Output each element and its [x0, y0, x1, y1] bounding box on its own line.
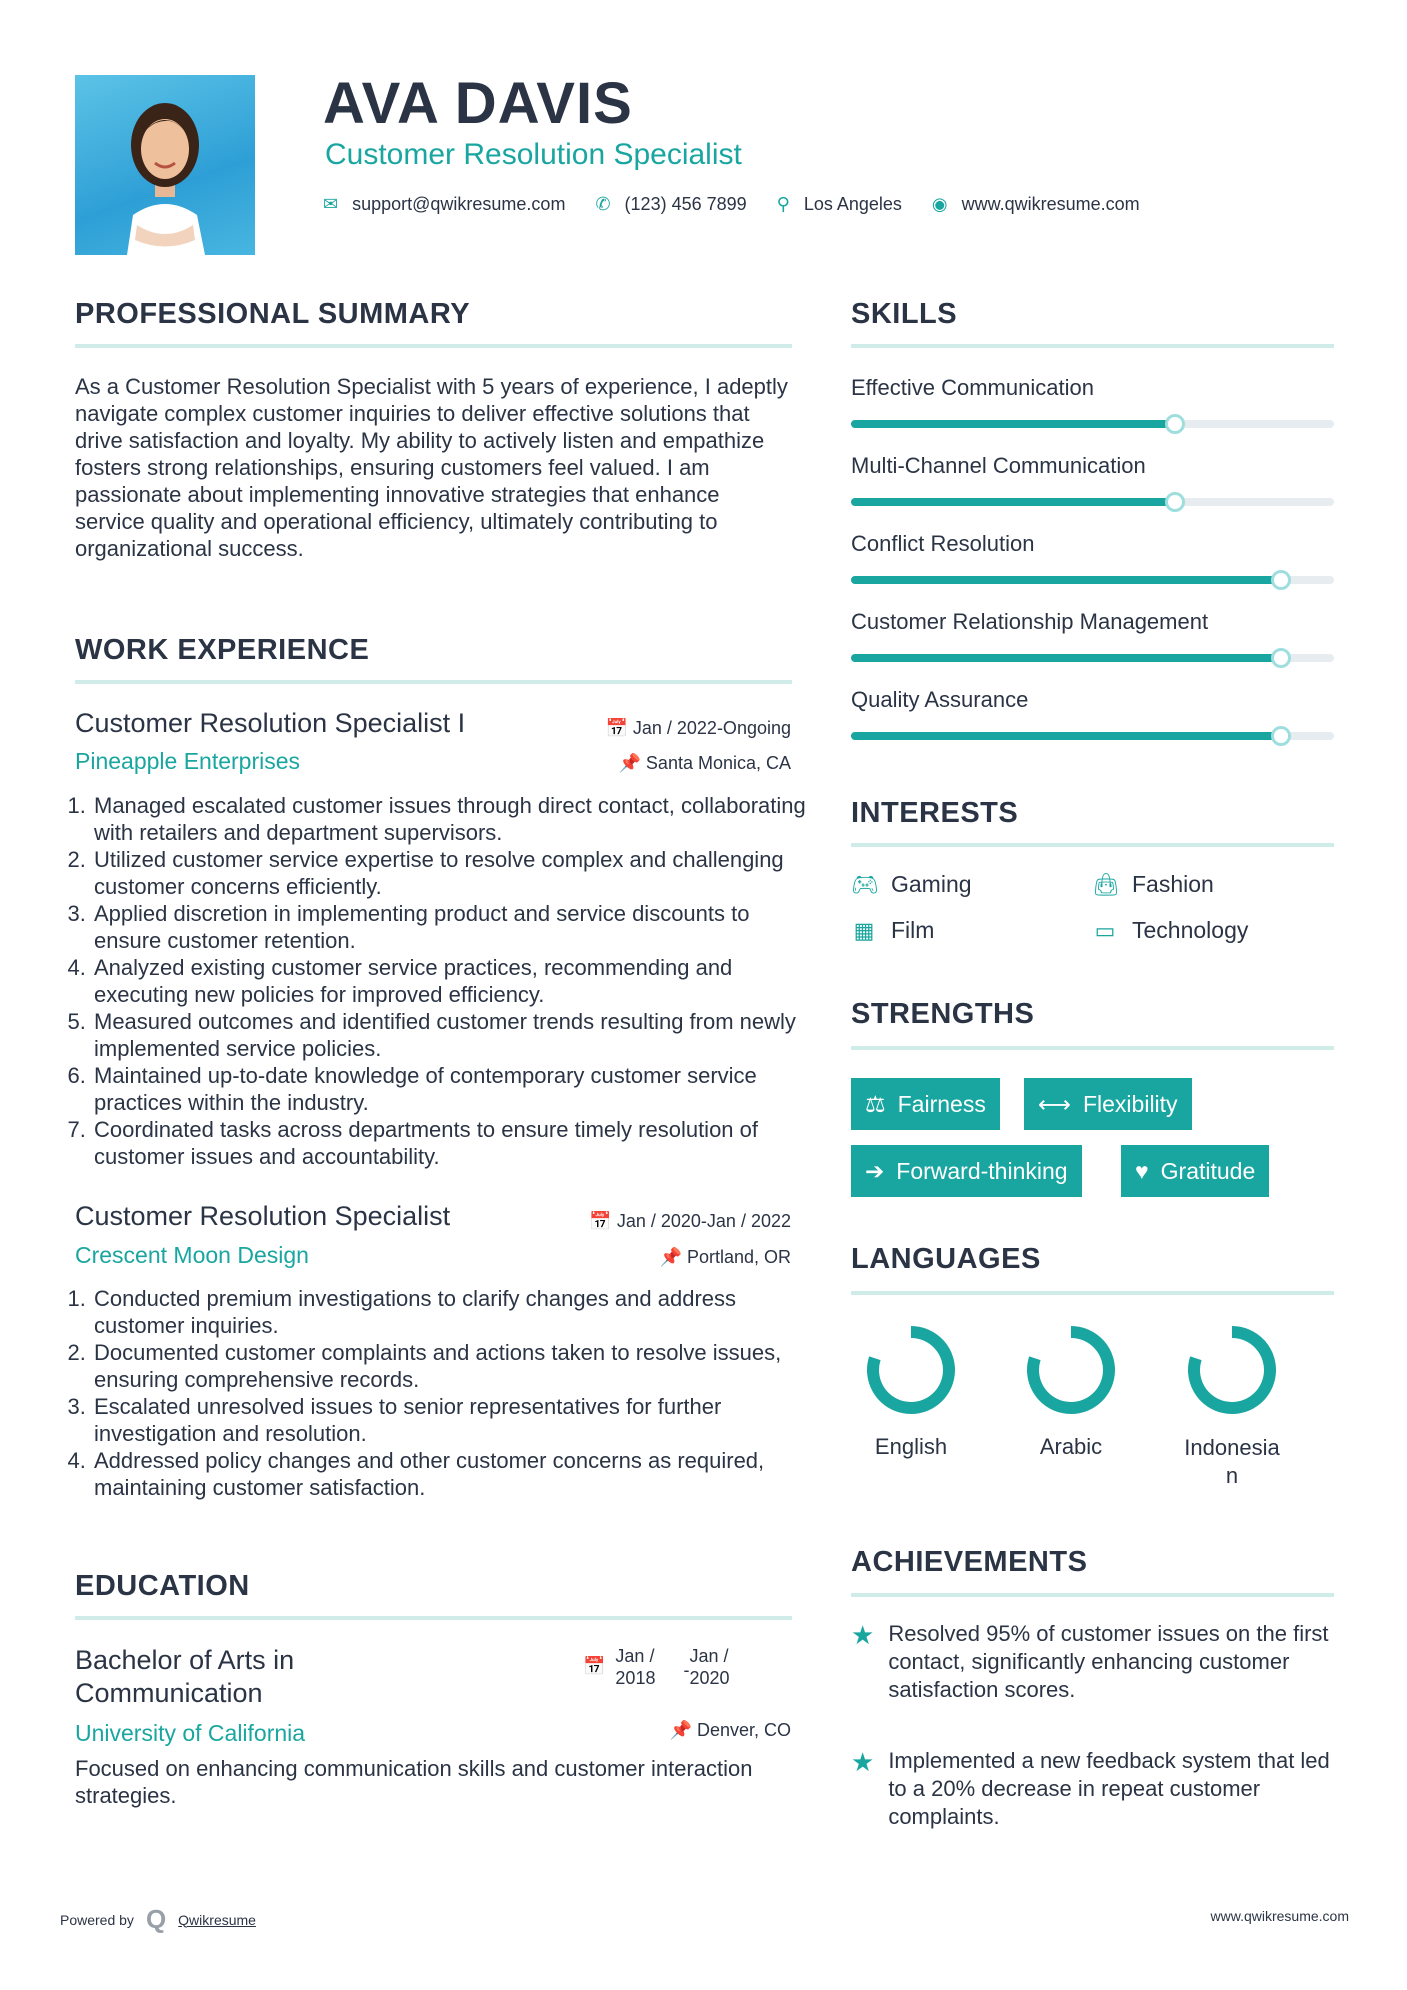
education-description: Focused on enhancing communication skills and customer interaction strategies.: [75, 1756, 753, 1808]
language-gauge-arc: [1194, 1332, 1270, 1408]
calendar-icon: 📅: [605, 718, 628, 738]
strength-chip-forward-thinking: ➔ Forward-thinking: [851, 1145, 1082, 1197]
education-location: 📌 Denver, CO: [669, 1720, 791, 1740]
skill-bar-knob: [1271, 648, 1291, 668]
skill-bar-fill: [851, 576, 1281, 584]
skill-bar-fill: [851, 498, 1175, 506]
interest-item-film: ▦ Film: [851, 917, 934, 944]
film-icon: ▦: [853, 917, 875, 943]
list-item: 2. Utilized customer service expertise to resolve complex and challenging customer concerns efficiently.: [92, 846, 817, 900]
list-item: 5. Measured outcomes and identified customer trends resulting from newly implemented service policies.: [92, 1008, 817, 1062]
list-item: 1. Managed escalated customer issues through direct contact, collaborating with retailers and department supervisors.: [92, 792, 817, 846]
language-item-arabic: Arabic: [1011, 1320, 1131, 1460]
skill-bar-fill: [851, 420, 1175, 428]
list-item: 2. Documented customer complaints and actions taken to resolve issues, ensuring comprehensive records.: [92, 1339, 817, 1393]
footer-brand-link[interactable]: Qwikresume: [178, 1911, 256, 1928]
education-start: Jan / 2018: [615, 1646, 656, 1688]
qwikresume-logo-icon: Q: [145, 1904, 167, 1934]
skill-bar: [851, 654, 1334, 662]
skill-bar-knob: [1165, 414, 1185, 434]
job-company: Pineapple Enterprises: [75, 748, 301, 774]
languages-rule: [851, 1291, 1334, 1295]
skill-bar-knob: [1165, 492, 1185, 512]
language-gauge-arc: [873, 1332, 949, 1408]
globe-icon: ◉: [931, 194, 948, 214]
job-company: Crescent Moon Design: [75, 1242, 309, 1268]
avatar-illustration: [75, 75, 255, 255]
language-item-english: English: [851, 1320, 971, 1460]
star-badge-icon: ★: [851, 1747, 875, 1777]
skill-bar-knob: [1271, 726, 1291, 746]
profile-photo: [75, 75, 255, 255]
arrows-horizontal-icon: ⟷: [1038, 1090, 1071, 1117]
language-gauge: [1021, 1320, 1121, 1420]
language-gauge-arc: [1033, 1332, 1109, 1408]
job-title: Customer Resolution Specialist I: [75, 708, 466, 738]
skill-label: Multi-Channel Communication: [851, 453, 1146, 478]
summary-text: As a Customer Resolution Specialist with 5 years of experience, I adeptly navigate complex customer inquiries to deliver effective solutions that drive satisfaction and loyalty. My ability to actively listen and empathize fosters strong relationships, ensuring customers feel valued. I am passionate about implementing innovative strategies that enhance service quality and operational efficiency, ultimately contributing to organizational success.: [75, 374, 788, 561]
footer-powered: Powered by Q Qwikresume: [60, 1904, 256, 1934]
skill-bar-knob: [1271, 570, 1291, 590]
summary-rule: [75, 344, 792, 348]
achievement-item: ★ Implemented a new feedback system that led to a 20% decrease in repeat customer complaints.: [851, 1747, 1330, 1829]
language-gauge: [861, 1320, 961, 1420]
arrow-right-icon: ➔: [865, 1157, 885, 1184]
candidate-role: Customer Resolution Specialist: [325, 138, 742, 171]
interest-item-fashion: 👜︎ Fashion: [1092, 871, 1214, 897]
job-location: 📌 Portland, OR: [659, 1247, 791, 1267]
job-location: 📌 Santa Monica, CA: [618, 753, 791, 773]
skill-bar-fill: [851, 654, 1281, 662]
strengths-rule: [851, 1046, 1334, 1050]
skill-label: Effective Communication: [851, 375, 1094, 400]
skill-label: Conflict Resolution: [851, 531, 1035, 556]
interest-item-technology: ▭ Technology: [1092, 917, 1248, 944]
map-pin-icon: ⚲: [776, 194, 790, 214]
skill-bar: [851, 498, 1334, 506]
skill-bar: [851, 732, 1334, 740]
skill-label: Customer Relationship Management: [851, 609, 1209, 634]
skill-bar-fill: [851, 732, 1281, 740]
work-heading: WORK EXPERIENCE: [75, 634, 370, 666]
balance-scale-icon: ⚖: [865, 1090, 886, 1117]
gamepad-icon: 🎮︎: [851, 871, 879, 897]
skills-rule: [851, 344, 1334, 348]
list-item: 3. Escalated unresolved issues to senior representatives for further investigation and resolution.: [92, 1393, 817, 1447]
education-heading: EDUCATION: [75, 1570, 250, 1602]
envelope-icon: ✉: [323, 194, 339, 214]
pin-icon: 📌: [618, 753, 641, 773]
skills-heading: SKILLS: [851, 298, 958, 330]
list-item: 4. Analyzed existing customer service practices, recommending and executing new policies for improved efficiency.: [92, 954, 817, 1008]
skill-bar: [851, 420, 1334, 428]
strengths-heading: STRENGTHS: [851, 998, 1035, 1030]
strength-chip-flexibility: ⟷ Flexibility: [1024, 1078, 1192, 1130]
contact-bar: [323, 194, 1156, 215]
language-item-indonesian: Indonesia n: [1172, 1320, 1292, 1490]
job-dates: 📅 Jan / 2022-Ongoing: [605, 718, 791, 738]
list-item: 1. Conducted premium investigations to clarify changes and address customer inquiries.: [92, 1285, 817, 1339]
achievement-item: ★ Resolved 95% of customer issues on the first contact, significantly enhancing customer satisfaction scores.: [851, 1620, 1329, 1702]
calendar-icon: 📅: [589, 1211, 612, 1231]
heart-icon: ♥: [1135, 1157, 1149, 1184]
strength-chip-gratitude: ♥ Gratitude: [1121, 1145, 1269, 1197]
phone-icon: ✆: [595, 194, 611, 214]
education-dates: [583, 1645, 730, 1689]
job-bullets: [75, 1285, 817, 1501]
list-item: 3. Applied discretion in implementing product and service discounts to ensure customer retention.: [92, 900, 817, 954]
job-title: Customer Resolution Specialist: [75, 1201, 451, 1231]
strength-chip-fairness: ⚖ Fairness: [851, 1078, 1000, 1130]
candidate-name: AVA DAVIS: [323, 71, 633, 136]
achievements-heading: ACHIEVEMENTS: [851, 1546, 1088, 1578]
list-item: 4. Addressed policy changes and other customer concerns as required, maintaining customer satisfaction.: [92, 1447, 817, 1501]
skill-bar: [851, 576, 1334, 584]
calendar-icon: 📅: [583, 1656, 606, 1676]
star-badge-icon: ★: [851, 1620, 875, 1650]
achievements-rule: [851, 1593, 1334, 1597]
degree-title: Bachelor of Arts in Communication: [75, 1645, 295, 1708]
skill-label: Quality Assurance: [851, 687, 1029, 712]
education-rule: [75, 1616, 792, 1620]
contact-email[interactable]: support@qwikresume.com: [352, 194, 566, 214]
interest-item-gaming: 🎮︎ Gaming: [851, 871, 972, 897]
education-end: - Jan / 2020: [683, 1646, 730, 1688]
education-school: University of California: [75, 1720, 306, 1746]
shopping-bag-icon: 👜︎: [1092, 871, 1120, 897]
job-dates: 📅 Jan / 2020-Jan / 2022: [589, 1211, 791, 1231]
pin-icon: 📌: [669, 1720, 692, 1740]
summary-heading: PROFESSIONAL SUMMARY: [75, 298, 471, 330]
contact-website[interactable]: www.qwikresume.com: [961, 194, 1140, 214]
contact-phone[interactable]: (123) 456 7899: [624, 194, 747, 214]
interests-heading: INTERESTS: [851, 797, 1019, 829]
work-rule: [75, 680, 792, 684]
language-gauge: [1182, 1320, 1282, 1420]
interests-rule: [851, 843, 1334, 847]
laptop-icon: ▭: [1094, 917, 1116, 943]
job-bullets: [75, 792, 817, 1170]
languages-heading: LANGUAGES: [851, 1243, 1041, 1275]
pin-icon: 📌: [659, 1247, 682, 1267]
list-item: 7. Coordinated tasks across departments to ensure timely resolution of customer issues and accountability.: [92, 1116, 817, 1170]
contact-location: Los Angeles: [803, 194, 902, 214]
footer-url[interactable]: www.qwikresume.com: [1210, 1908, 1349, 1924]
list-item: 6. Maintained up-to-date knowledge of contemporary customer service practices within the industry.: [92, 1062, 817, 1116]
